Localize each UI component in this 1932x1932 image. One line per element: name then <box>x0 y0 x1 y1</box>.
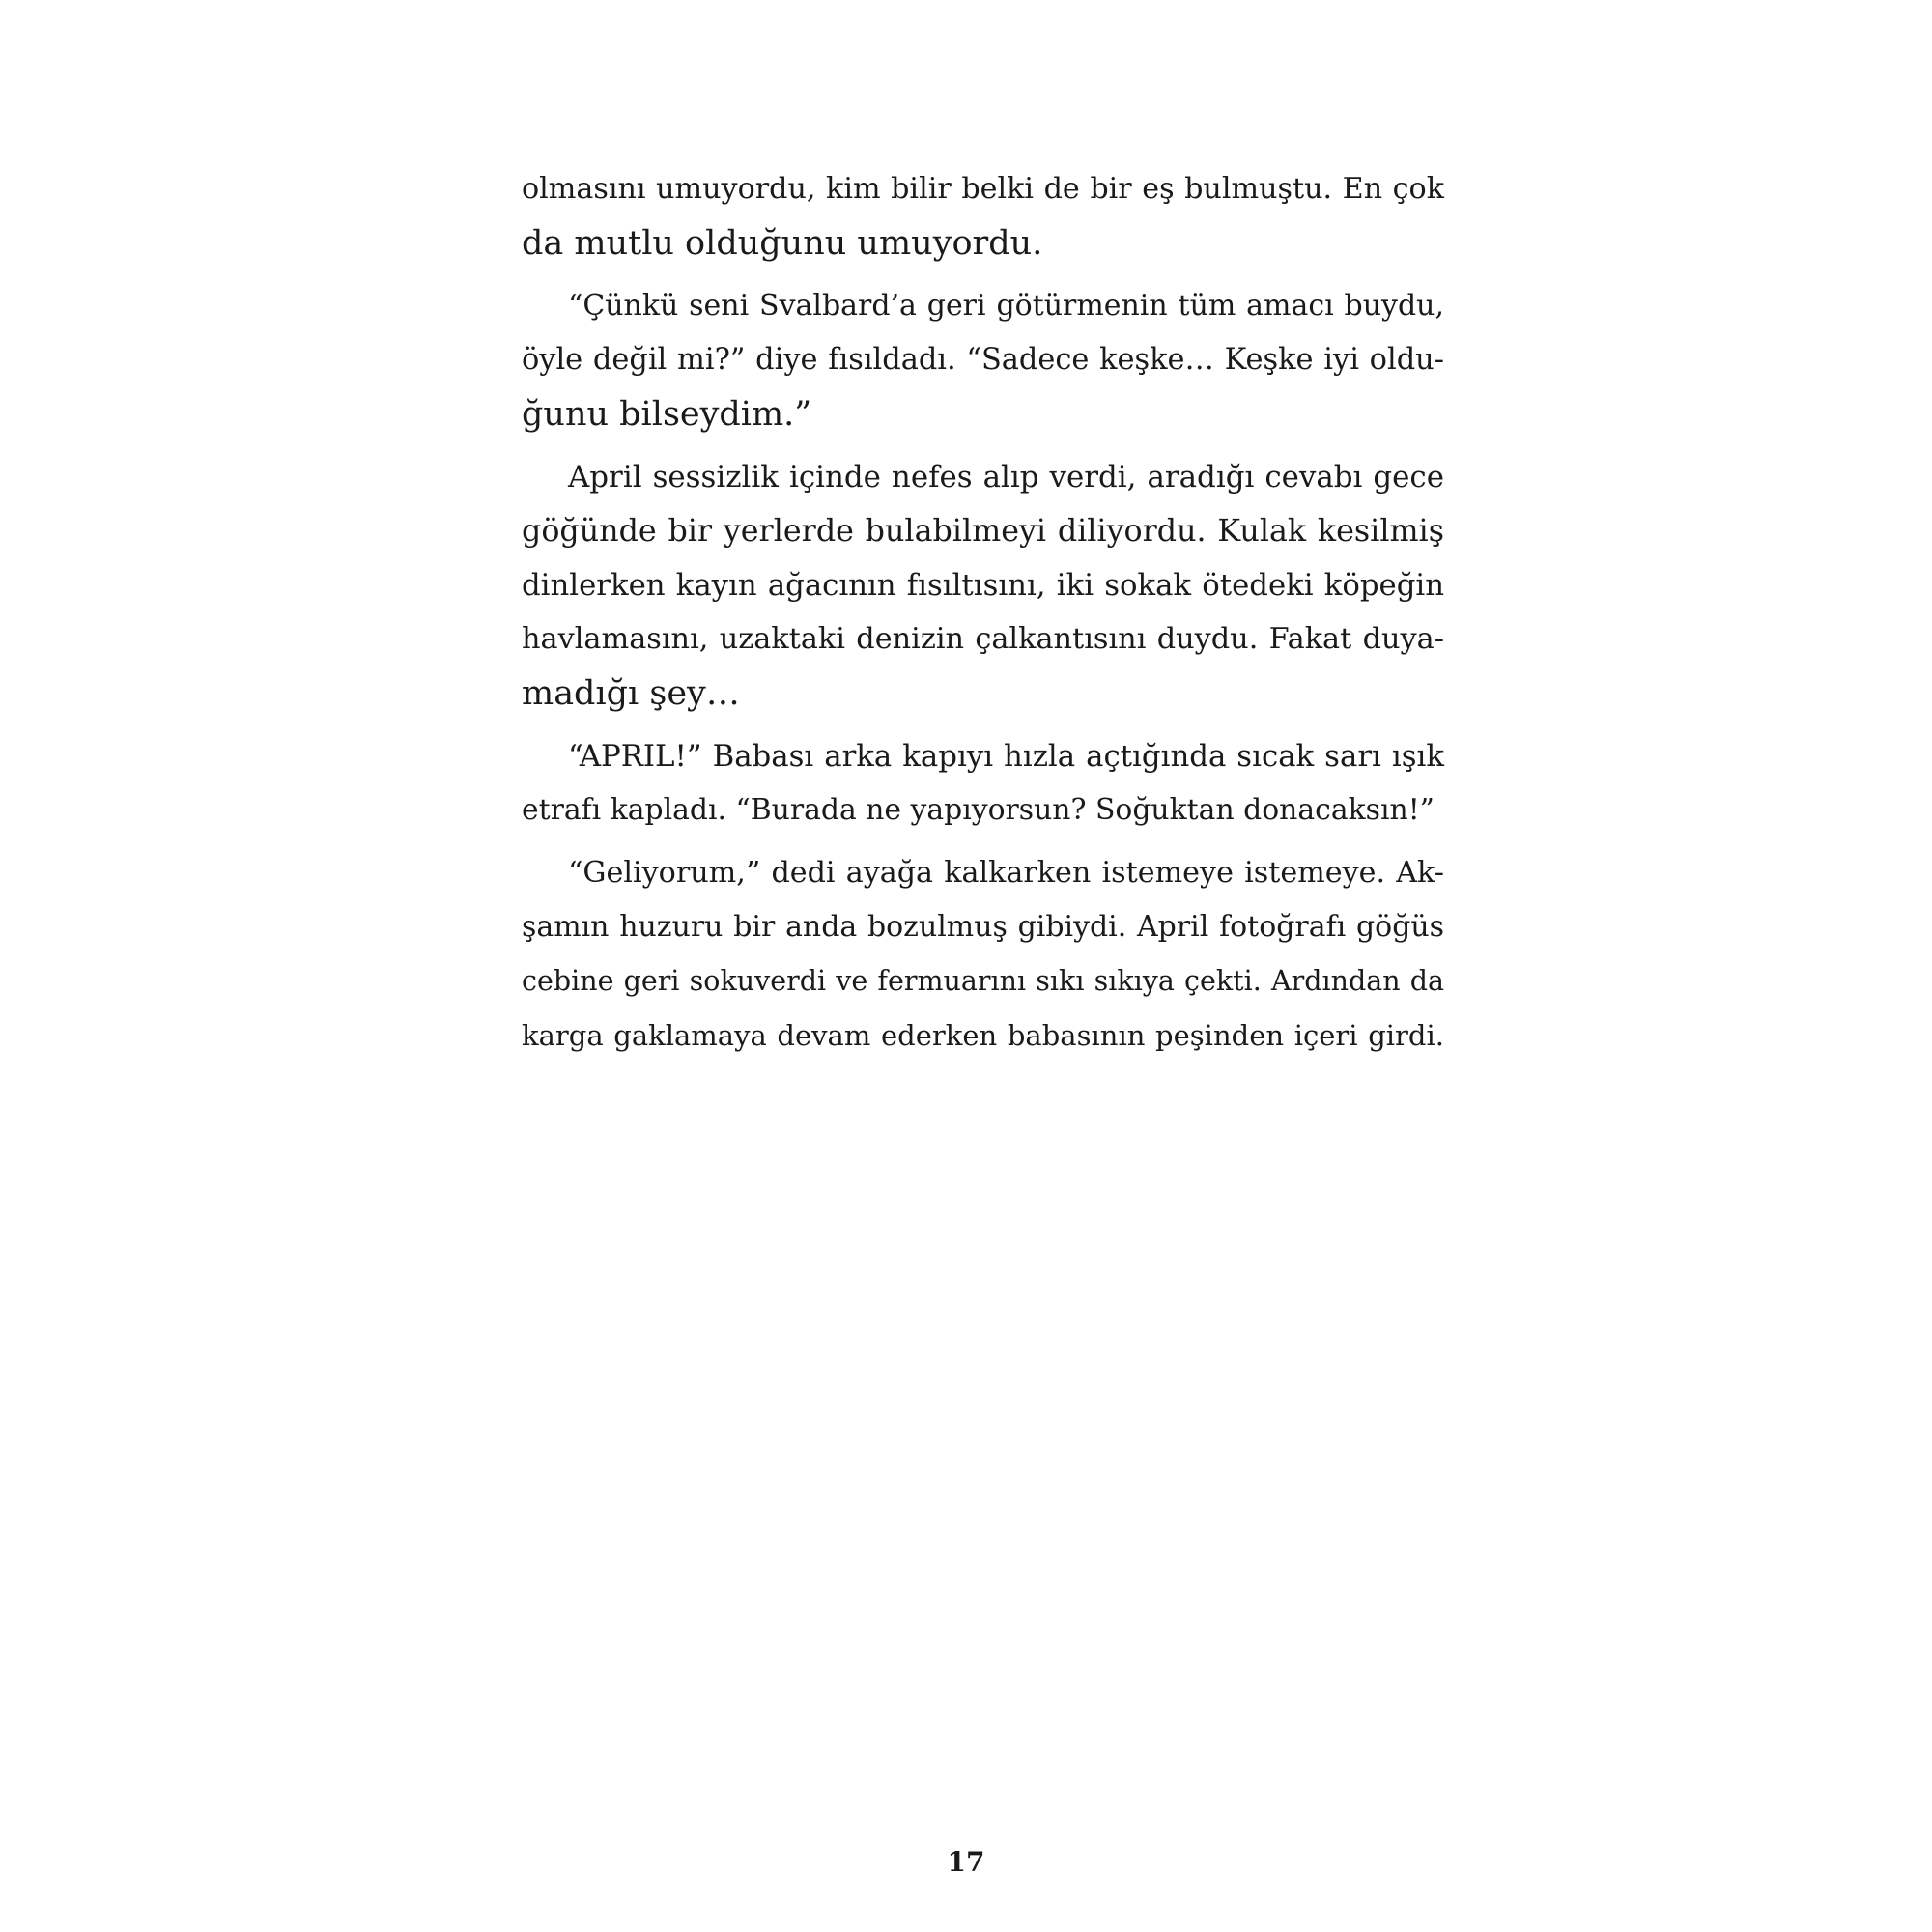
text-line: havlamasını, uzaktaki denizin çalkantısını duydu. Fakat duya- <box>522 622 1444 656</box>
text-line: etrafı kapladı. “Burada ne yapıyorsun? Soğuktan donacaksın!” <box>522 793 1435 827</box>
text-line: göğünde bir yerlerde bulabilmeyi diliyordu. Kulak kesilmiş <box>522 514 1444 549</box>
paragraph <box>522 162 1444 270</box>
body-text <box>522 162 1444 1071</box>
text-line: karga gaklamaya devam ederken babasının peşinden içeri girdi. <box>522 1019 1444 1052</box>
text-line: “Çünkü seni Svalbard’a geri götürmenin tüm amacı buydu, <box>568 289 1444 323</box>
text-line: “APRIL!” Babası arka kapıyı hızla açtığında sıcak sarı ışık <box>568 739 1444 774</box>
text-line: dinlerken kayın ağacının fısıltısını, iki sokak ötedeki köpeğin <box>522 568 1444 603</box>
text-line: ğunu bilseydim.” <box>522 395 812 434</box>
text-line: cebine geri sokuverdi ve fermuarını sıkı sıkıya çekti. Ardından da <box>522 965 1444 997</box>
text-line: “Geliyorum,” dedi ayağa kalkarken istemeye istemeye. Ak- <box>568 856 1444 890</box>
text-line: öyle değil mi?” diye fısıldadı. “Sadece keşke… Keşke iyi oldu- <box>522 343 1444 377</box>
text-line: da mutlu olduğunu umuyordu. <box>522 224 1043 263</box>
text-line: şamın huzuru bir anda bozulmuş gibiydi. April fotoğrafı göğüs <box>522 910 1444 944</box>
paragraph <box>522 729 1444 838</box>
text-line: April sessizlik içinde nefes alıp verdi, aradığı cevabı gece <box>568 460 1444 495</box>
text-line: madığı şey… <box>522 674 740 713</box>
paragraph <box>522 279 1444 441</box>
page-number: 17 <box>947 1846 985 1878</box>
paragraph <box>522 846 1444 1063</box>
text-line: olmasını umuyordu, kim bilir belki de bir eş bulmuştu. En çok <box>522 172 1444 206</box>
paragraph <box>522 450 1444 721</box>
